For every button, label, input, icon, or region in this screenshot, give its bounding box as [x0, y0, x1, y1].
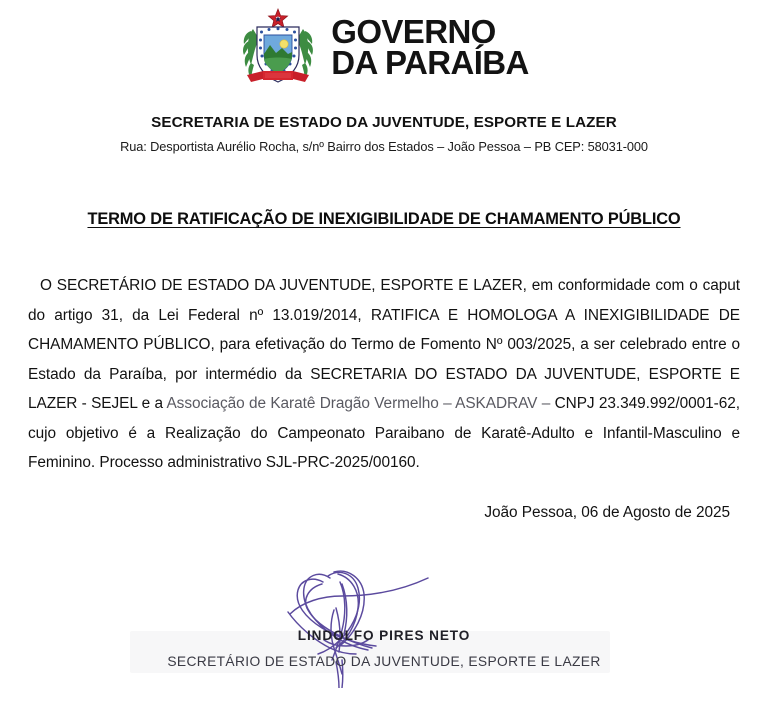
document-header-brand [0, 0, 768, 86]
page-title-text: TERMO DE RATIFICAÇÃO DE INEXIGIBILIDADE DE CHAMAMENTO PÚBLICO [87, 210, 681, 228]
date-line: João Pessoa, 06 de Agosto de 2025 [484, 503, 730, 521]
page-title [0, 210, 768, 229]
document-body [28, 271, 740, 478]
wordmark-line-1: GOVERNO [331, 12, 496, 50]
signature-block [0, 548, 768, 698]
organization-name: SECRETARIA DE ESTADO DA JUVENTUDE, ESPORTE E LAZER [151, 114, 617, 131]
signer-role: SECRETÁRIO DE ESTADO DA JUVENTUDE, ESPORTE E LAZER [167, 653, 601, 669]
body-paragraph [28, 271, 740, 478]
government-wordmark [331, 12, 529, 81]
organization-address: Rua: Desportista Aurélio Rocha, s/nº Bairro dos Estados – João Pessoa – PB CEP: 58031-000 [120, 139, 648, 154]
body-part-3: CNPJ 23.349.992/0001-62, cujo objetivo é a Realização do Campeonato Paraibano de Karatê-Adulto e Infantil-Masculino e Feminino. Processo administrativo SJL-PRC-2025/00160. [28, 395, 740, 471]
body-part-pasted-entity: Associação de Karatê Dragão Vermelho – ASKADRAV – [166, 395, 555, 412]
paraiba-coat-of-arms-icon [239, 7, 317, 89]
wordmark-line-2: DA PARAÍBA [331, 44, 529, 81]
signer-name: LINDOLFO PIRES NETO [297, 627, 471, 643]
body-part-1: O SECRETÁRIO DE ESTADO DA JUVENTUDE, ESPORTE E LAZER, em conformidade com o caput do artigo 31, da Lei Federal nº 13.019/2014, RATIFICA E HOMOLOGA A INEXIGIBILIDADE DE CHAMAMENTO PÚBLICO, para efetivação do Termo de Fomento Nº 003/2025, a ser celebrado entre o Estado da Paraíba, por intermédio da SECRETARIA DO ESTADO DA JUVENTUDE, ESPORTE E LAZER - SEJEL e a [28, 277, 740, 412]
